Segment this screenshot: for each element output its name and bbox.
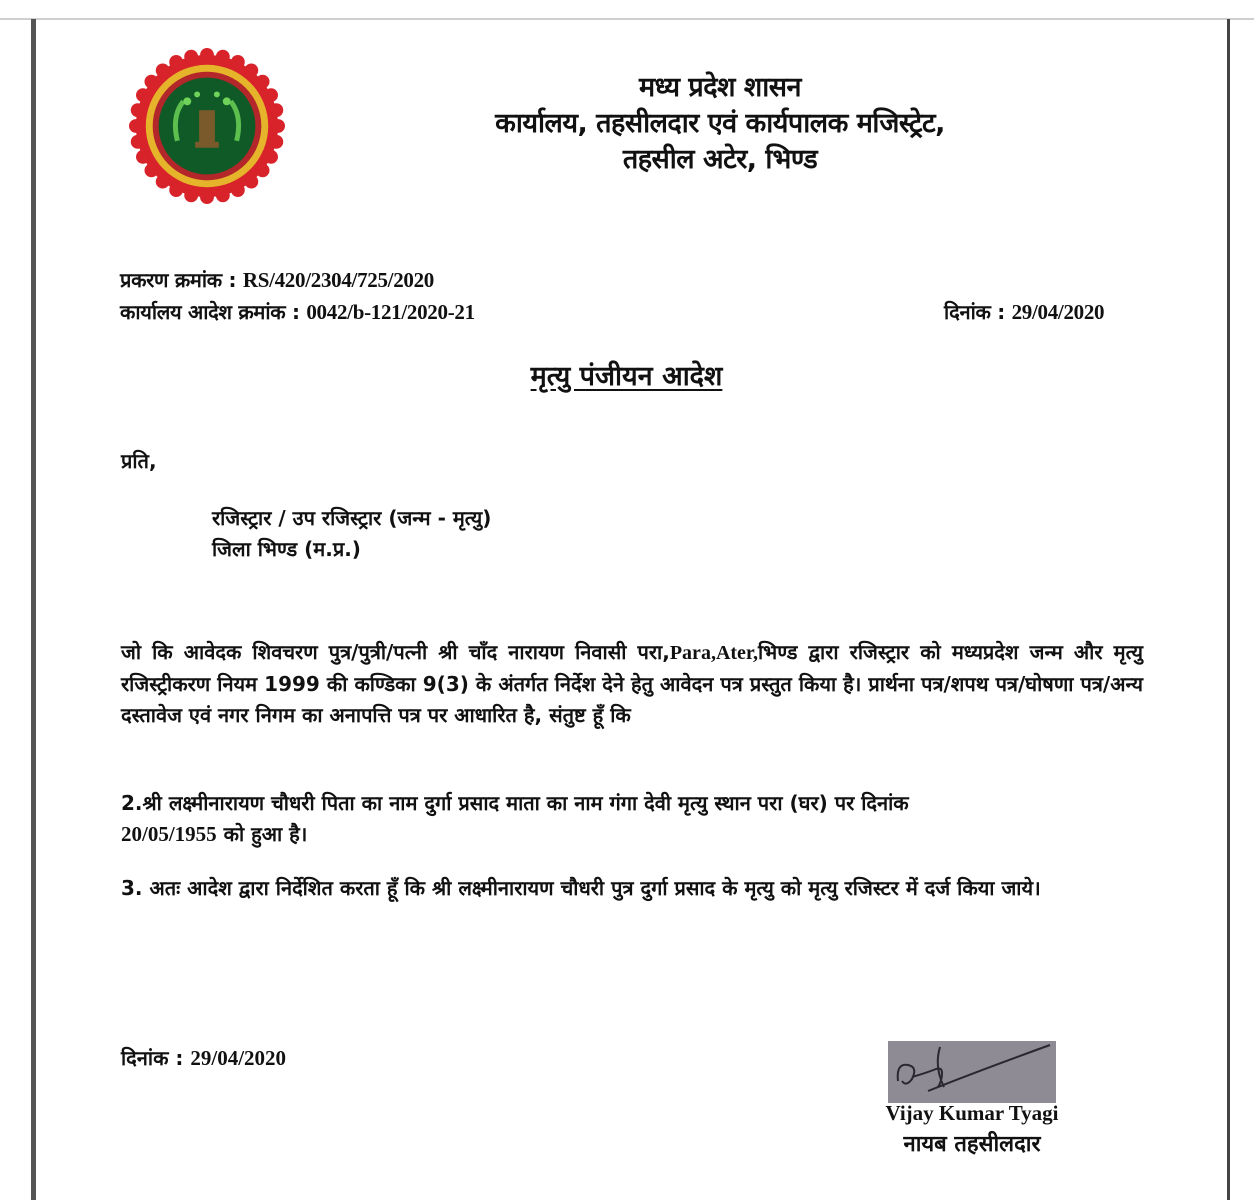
- emblem-scallop: [131, 135, 145, 149]
- p3-text: 3. अतः आदेश द्वारा निर्देशित करता हूँ कि श्री: [121, 876, 459, 900]
- applicant-father-name: चाँद नारायण: [468, 640, 565, 664]
- emblem-scallop: [264, 88, 278, 102]
- order-date: [944, 298, 1104, 325]
- emblem-scallop: [156, 175, 170, 189]
- paragraph-2: [121, 788, 1143, 850]
- emblem-scallop: [200, 48, 214, 62]
- death-place: परा (घर): [757, 791, 828, 815]
- emblem-scallop: [231, 183, 245, 197]
- p2-text: माता का नाम: [499, 791, 610, 815]
- deceased-mother-name: गंगा देवी: [609, 791, 672, 815]
- order-number: [120, 298, 475, 325]
- order-number-label: कार्यालय आदेश क्रमांक :: [120, 300, 307, 324]
- p1-text: पुत्र/पुत्री/पत्नी श्री: [317, 640, 469, 664]
- p2-text: पिता का नाम: [314, 791, 425, 815]
- salutation: प्रति,: [121, 449, 157, 473]
- p1-text: निवासी: [564, 640, 638, 664]
- emblem-scallop: [144, 75, 158, 89]
- emblem-scallop: [184, 188, 198, 202]
- paragraph-3: [121, 873, 1143, 904]
- right-border: [1227, 19, 1230, 1200]
- emblem-scallop: [256, 163, 270, 177]
- signatory-designation: नायब तहसीलदार: [903, 1132, 1041, 1157]
- p3-text: पुत्र: [604, 876, 641, 900]
- emblem-scallop: [271, 119, 285, 133]
- case-number: [120, 266, 434, 293]
- footer-date-value: 29/04/2020: [190, 1046, 287, 1070]
- emblem-scallop: [244, 175, 258, 189]
- applicant-name: शिवचरण: [252, 640, 318, 664]
- order-date-label: दिनांक :: [944, 300, 1012, 324]
- emblem-scallop: [200, 190, 214, 204]
- p2-text: पर दिनांक: [827, 791, 909, 815]
- p3-text: के मृत्यु को मृत्यु रजिस्टर में दर्ज किया जाये।: [715, 876, 1041, 900]
- emblem-lion-capital: [199, 110, 215, 144]
- footer-date-label: दिनांक :: [121, 1046, 191, 1070]
- recipient-line-2: जिला भिण्ड (म.प्र.): [212, 537, 361, 561]
- deceased-name: लक्ष्मीनारायण चौधरी: [458, 876, 605, 900]
- header-line-1: मध्य प्रदेश शासन: [639, 72, 801, 103]
- p2-text: को हुआ है।: [216, 822, 308, 846]
- emblem-scallop: [136, 88, 150, 102]
- case-number-label: प्रकरण क्रमांक :: [120, 268, 243, 292]
- paragraph-1: [121, 637, 1143, 731]
- p1-text: द्वारा रजिस्ट्रार को मध्यप्रदेश जन्म और मृत्यु रजिस्ट्रीकरण नियम 1999 की कण्डिका 9(3) के अंतर्गत निर्देश देने हेतु आवेदन पत्र प्रस्तुत किया है। प्रार्थना पत्र/शपथ पत्र/घोषणा पत्र/अन्य दस्तावेज एवं नगर निगम का अनापत्ति पत्र पर आधारित है, संतुष्ट हूँ कि: [121, 640, 1143, 727]
- emblem-scallop: [256, 75, 270, 89]
- emblem-scallop: [156, 63, 170, 77]
- header-line-3: तहसील अटेर, भिण्ड: [622, 144, 818, 175]
- emblem-scallop: [144, 163, 158, 177]
- p2-text: 2.श्री: [121, 791, 169, 815]
- header-line-2: कार्यालय, तहसीलदार एवं कार्यपालक मजिस्ट्रेट,: [495, 108, 945, 139]
- government-emblem-icon: [128, 47, 286, 205]
- office-header: [400, 70, 1040, 178]
- emblem-scallop: [129, 119, 143, 133]
- emblem-scallop: [169, 55, 183, 69]
- p1-text: जो कि आवेदक: [121, 640, 253, 664]
- emblem-scallop: [169, 183, 183, 197]
- p2-text: मृत्यु स्थान: [671, 791, 758, 815]
- emblem-scallop: [184, 50, 198, 64]
- emblem-scallop: [231, 55, 245, 69]
- deceased-name: लक्ष्मीनारायण चौधरी: [168, 791, 315, 815]
- emblem-scallop: [269, 103, 283, 117]
- document-title: मृत्यु पंजीयन आदेश: [530, 361, 723, 392]
- deceased-father-name: दुर्गा प्रसाद: [640, 876, 716, 900]
- emblem-scallop: [244, 63, 258, 77]
- footer-date: [121, 1044, 286, 1071]
- emblem-scallop: [264, 150, 278, 164]
- recipient-line-1: रजिस्ट्रार / उप रजिस्ट्रार (जन्म - मृत्यु): [212, 506, 492, 530]
- order-number-value: 0042/b-121/2020-21: [306, 300, 475, 324]
- address-village: परा,: [637, 640, 670, 664]
- deceased-father-name: दुर्गा प्रसाद: [424, 791, 500, 815]
- emblem-scallop: [269, 135, 283, 149]
- case-number-value: RS/420/2304/725/2020: [242, 268, 435, 292]
- emblem-scallop: [216, 50, 230, 64]
- death-date: 20/05/1955: [121, 822, 217, 846]
- address-district: भिण्ड: [757, 640, 798, 664]
- signature-image: [888, 1041, 1056, 1103]
- emblem-scallop: [131, 103, 145, 117]
- order-date-value: 29/04/2020: [1011, 300, 1105, 324]
- signatory-name: Vijay Kumar Tyagi: [885, 1101, 1059, 1125]
- emblem-scallop: [136, 150, 150, 164]
- emblem-scallop: [216, 188, 230, 202]
- address-latin: Para,Ater,: [669, 642, 758, 664]
